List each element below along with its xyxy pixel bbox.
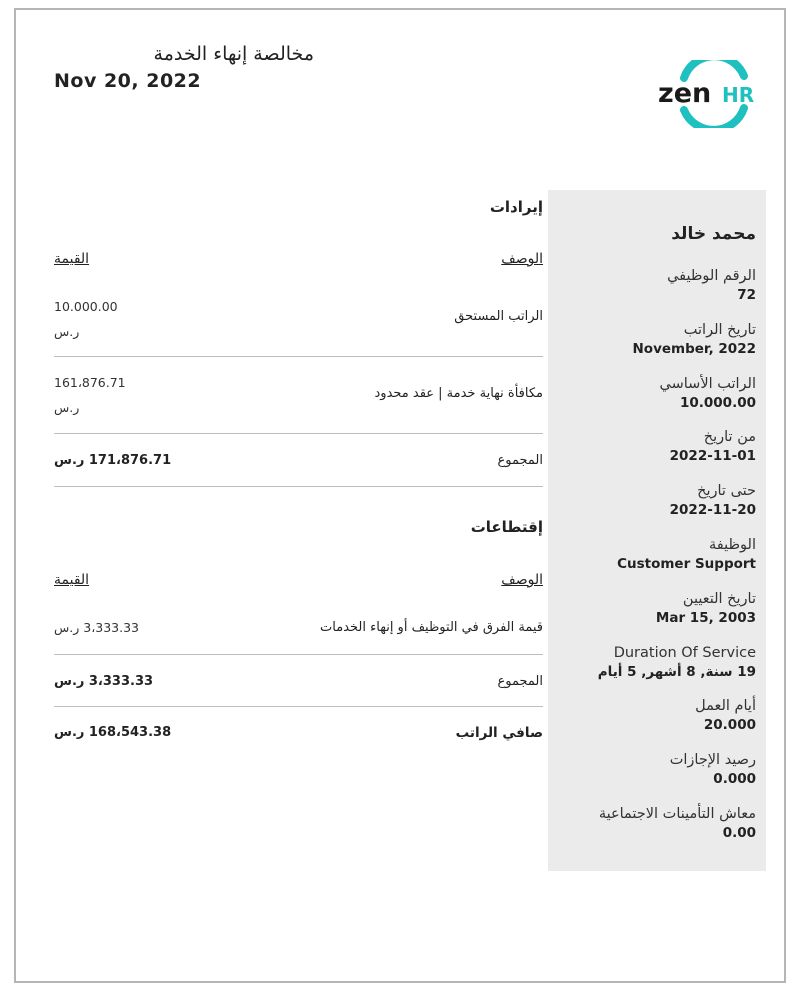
net-salary-value: 168،543.38 ر.س — [54, 725, 172, 740]
deductions-total-label: المجموع — [497, 674, 543, 689]
earnings-row-description: مكافأة نهاية خدمة | عقد محدود — [374, 386, 543, 401]
earnings-col-value: القيمة — [54, 251, 90, 267]
info-duration-of-service — [551, 643, 756, 697]
info-salary-date — [551, 320, 756, 374]
info-value: November, 2022 — [632, 340, 756, 357]
deductions-title: إقتطاعات — [470, 518, 543, 536]
info-value: Mar 15, 2003 — [655, 609, 756, 626]
info-label: الرقم الوظيفي — [667, 268, 756, 284]
earnings-row-description: الراتب المستحق — [454, 309, 543, 324]
deductions-col-value: القيمة — [54, 572, 90, 588]
info-value: 0.000 — [713, 771, 756, 788]
document-date: Nov 20, 2022 — [54, 70, 202, 92]
deductions-row-description: قيمة الفرق في التوظيف أو إنهاء الخدمات — [320, 620, 543, 635]
earnings-col-description: الوصف — [501, 251, 543, 267]
earnings-row-amount: 10.000.00 — [54, 299, 118, 314]
info-label: تاريخ التعيين — [682, 590, 756, 607]
divider — [54, 486, 543, 487]
info-label: تاريخ الراتب — [683, 321, 756, 338]
info-label: حتى تاريخ — [697, 483, 756, 500]
info-working-days — [551, 696, 756, 750]
employee-info-panel — [548, 190, 766, 871]
info-label: أيام العمل — [695, 698, 756, 715]
employee-info-list — [551, 266, 756, 858]
divider — [54, 433, 543, 434]
info-value: 2022-11-20 — [669, 502, 756, 519]
divider — [54, 356, 543, 357]
info-job-title — [551, 535, 756, 589]
deductions-col-description: الوصف — [501, 572, 543, 588]
employee-name: محمد خالد — [671, 224, 756, 244]
info-value: Customer Support — [617, 555, 756, 572]
info-value: 0.00 — [722, 824, 756, 841]
zenhr-logo — [656, 60, 754, 128]
divider — [54, 654, 543, 655]
earnings-total-label: المجموع — [497, 453, 543, 468]
info-social-insurance-pension — [551, 804, 756, 858]
earnings-title: إيرادات — [489, 198, 543, 216]
info-value: 10.000.00 — [679, 394, 756, 411]
info-label: الوظيفة — [709, 536, 756, 553]
earnings-row-currency: ر.س — [54, 400, 80, 415]
earnings-row-currency: ر.س — [54, 324, 80, 339]
info-employee-number — [551, 266, 756, 320]
info-label: معاش التأمينات الاجتماعية — [598, 805, 756, 822]
info-hire-date — [551, 589, 756, 643]
info-value: 19 سنة, 8 أشهر, 5 أيام — [597, 663, 756, 680]
deductions-row-amount: 3،333.33 ر.س — [54, 620, 139, 635]
net-salary-label: صافي الراتب — [455, 725, 543, 741]
info-to-date — [551, 481, 756, 535]
logo-text-zen: zen — [658, 78, 712, 109]
info-from-date — [551, 427, 756, 481]
info-label: من تاريخ — [703, 429, 756, 446]
info-value: 20.000 — [703, 717, 756, 734]
info-basic-salary — [551, 374, 756, 428]
info-value: 72 — [737, 287, 756, 303]
info-label: الراتب الأساسي — [659, 375, 756, 392]
info-value: 2022-11-01 — [669, 448, 756, 465]
logo-text-hr: HR — [722, 83, 754, 107]
info-label: رصيد الإجازات — [669, 752, 756, 769]
earnings-total-value: 171،876.71 ر.س — [54, 453, 172, 468]
deductions-total-value: 3،333.33 ر.س — [54, 674, 154, 689]
document-title: مخالصة إنهاء الخدمة — [153, 43, 314, 65]
earnings-row-amount: 161،876.71 — [54, 375, 126, 390]
info-label: Duration Of Service — [613, 644, 756, 661]
info-leave-balance — [551, 750, 756, 804]
divider — [54, 706, 543, 707]
